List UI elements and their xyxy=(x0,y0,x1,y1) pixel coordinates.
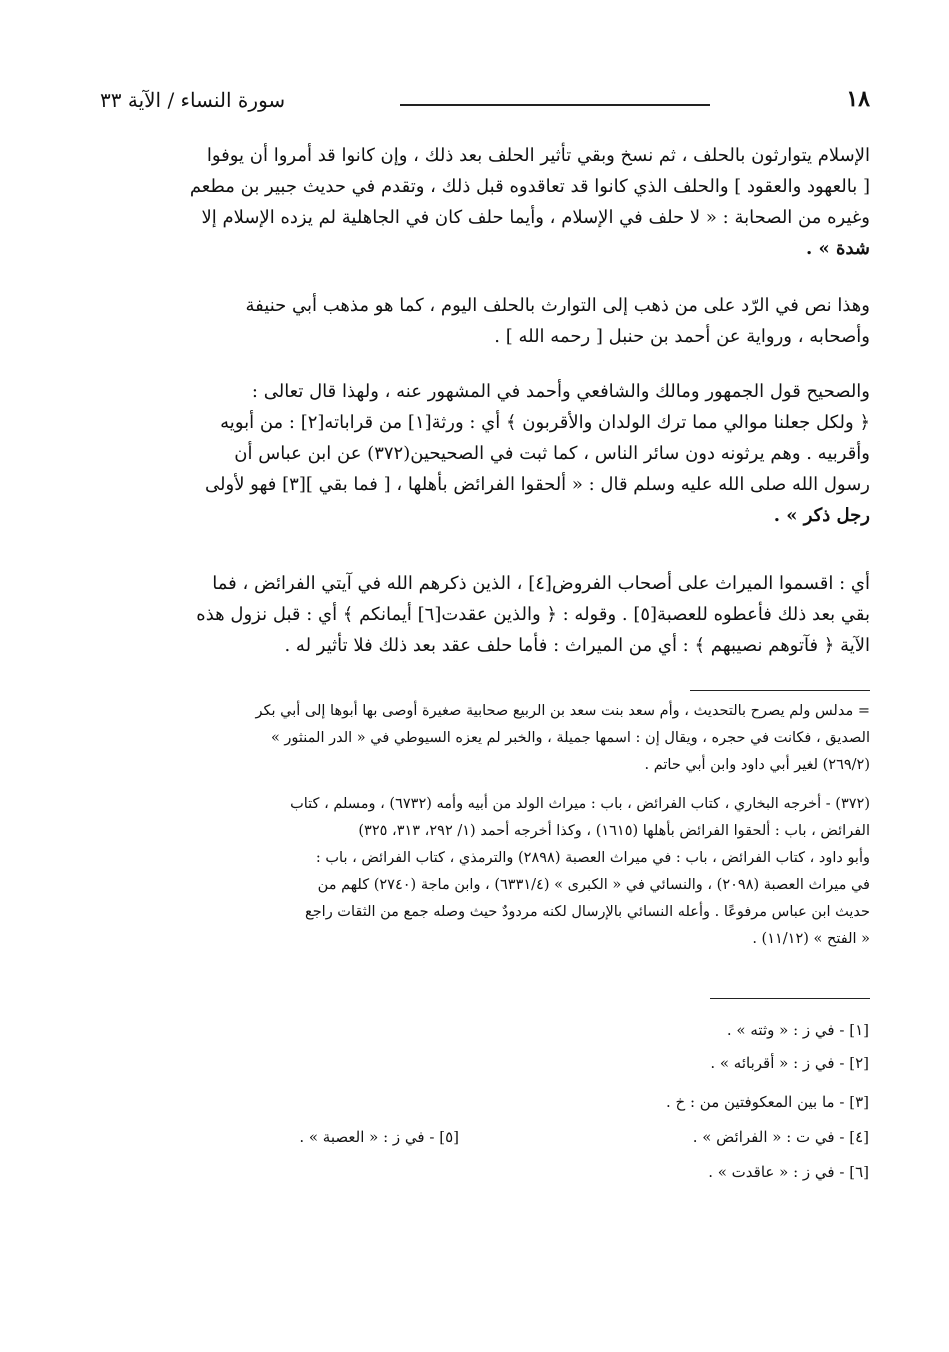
variant-note-1: [١] - في ز : « وثته » . xyxy=(726,1021,869,1039)
variant-note-number: [١] xyxy=(849,1021,869,1039)
variant-note-text: في ز : « أقربائه » . xyxy=(710,1054,835,1072)
text-line: رسول الله صلى الله عليه وسلم قال : « ألحقوا الفرائض بأهلها ، [ فما بقي ][٣] فهو لأولى xyxy=(205,474,870,495)
page-header xyxy=(100,86,870,122)
paragraph-1 xyxy=(100,140,870,264)
variant-note-text: في ز : « عاقدت » . xyxy=(708,1163,835,1181)
text-line: والصحيح قول الجمهور ومالك والشافعي وأحمد في المشهور عنه ، ولهذا قال تعالى : xyxy=(251,381,870,402)
page-number: ١٨ xyxy=(846,86,870,112)
footnote-separator xyxy=(690,690,870,691)
variant-note-text: في ت : « الفرائض » . xyxy=(692,1128,835,1146)
footnote-line: الصديق ، فكانت في حجره ، ويقال إن : اسمها جميلة ، والخبر لم يعزه السيوطي في « الدر المنثور » xyxy=(270,730,870,746)
paragraph-3 xyxy=(100,376,870,531)
text-line: الآية ﴿ فآتوهم نصيبهم ﴾ : أي من الميراث : فأما حلف عقد بعد ذلك فلا تأثير له . xyxy=(284,635,870,656)
variant-note-number: [٣] xyxy=(849,1093,869,1111)
footnote-continuation xyxy=(100,698,870,779)
text-line: بقي بعد ذلك فأعطوه للعصبة[٥] . وقوله : ﴿ والذين عقدت[٦] أيمانكم ﴾ أي : قبل نزول هذه xyxy=(196,604,870,625)
variant-note-text: ما بين المعكوفتين من : خ . xyxy=(665,1093,835,1111)
text-line: وأقربيه . وهم يرثونه دون سائر الناس ، كما ثبت في الصحيحين(٣٧٢) عن ابن عباس أن xyxy=(234,443,870,464)
footnote-line: « الفتح » (١١/١٢) . xyxy=(752,931,870,947)
text-line: وغيره من الصحابة : « لا حلف في الإسلام ، وأيما حلف كان في الجاهلية لم يزده الإسلام إلا xyxy=(201,207,870,228)
paragraph-4 xyxy=(100,568,870,661)
variant-note-number: [٦] xyxy=(849,1163,869,1181)
variant-note-4: [٤] - في ت : « الفرائض » . xyxy=(692,1128,869,1146)
variant-note-3: [٣] - ما بين المعكوفتين من : خ . xyxy=(665,1093,869,1111)
running-title: سورة النساء / الآية ٣٣ xyxy=(100,88,286,112)
paragraph-2 xyxy=(100,290,870,352)
variant-note-6: [٦] - في ز : « عاقدت » . xyxy=(708,1163,869,1181)
footnote-372 xyxy=(100,791,870,953)
variant-notes-separator xyxy=(710,998,870,999)
text-line: وأصحابه ، ورواية عن أحمد بن حنبل [ رحمه الله ] . xyxy=(494,326,870,347)
text-line: الإسلام يتوارثون بالحلف ، ثم نسخ وبقي تأثير الحلف بعد ذلك ، وإن كانوا قد أمروا أن يوفوا xyxy=(206,145,870,166)
variant-note-text: في ز : « وثته » . xyxy=(726,1021,835,1039)
text-line: وهذا نص في الرّد على من ذهب إلى التوارث بالحلف اليوم ، كما هو مذهب أبي حنيفة xyxy=(245,295,870,316)
footnote-line: في ميراث العصبة (٢٠٩٨) ، والنسائي في « الكبرى » (٦٣٣١/٤) ، وابن ماجة (٢٧٤٠) كلهم من xyxy=(317,877,870,893)
variant-note-5: [٥] - في ز : « العصبة » . xyxy=(299,1128,459,1146)
text-line: أي : اقسموا الميراث على أصحاب الفروض[٤] ، الذين ذكرهم الله في آيتي الفرائض ، فما xyxy=(212,573,870,594)
footnote-line: (٣٧٢) - أخرجه البخاري ، كتاب الفرائض ، باب : ميراث الولد من أبيه وأمه (٦٧٣٢) ، ومسلم ، كتاب xyxy=(290,796,870,812)
variant-note-number: [٢] xyxy=(849,1054,869,1072)
variant-note-text: في ز : « العصبة » . xyxy=(299,1128,425,1146)
text-line: [ بالعهود والعقود ] والحلف الذي كانوا قد تعاقدوه قبل ذلك ، وتقدم في حديث جبير بن مطعم xyxy=(189,176,870,197)
footnote-line: وأبو داود ، كتاب الفرائض ، باب : في ميراث العصبة (٢٨٩٨) والترمذي ، كتاب الفرائض ، باب : xyxy=(315,850,870,866)
footnote-line: (٢٦٩/٢) لغير أبي داود وابن أبي حاتم . xyxy=(644,757,870,773)
variant-note-number: [٤] xyxy=(849,1128,869,1146)
footnote-line: الفرائض ، باب : ألحقوا الفرائض بأهلها (١٦١٥) ، وكذا أخرجه أحمد (١/ ٢٩٢، ٣١٣، ٣٢٥) xyxy=(358,823,870,839)
footnote-line: = مدلس ولم يصرح بالتحديث ، وأم سعد بنت سعد بن الربيع صحابية صغيرة أوصى بها أبوها إلى أبي بكر xyxy=(255,703,870,719)
text-line: ﴿ ولكل جعلنا موالي مما ترك الولدان والأقربون ﴾ أي : ورثة[١] من قراباته[٢] : من أبويه xyxy=(220,412,870,433)
text-line: رجل ذكر » . xyxy=(773,505,870,526)
variant-note-number: [٥] xyxy=(439,1128,459,1146)
footnote-line: حديث ابن عباس مرفوعًا . وأعله النسائي بالإرسال لكنه مردودٌ حيث وصله جمع من الثقات راجع xyxy=(304,904,870,920)
header-rule xyxy=(400,104,710,106)
variant-note-2: [٢] - في ز : « أقربائه » . xyxy=(710,1054,869,1072)
text-line: شدة » . xyxy=(805,238,870,259)
